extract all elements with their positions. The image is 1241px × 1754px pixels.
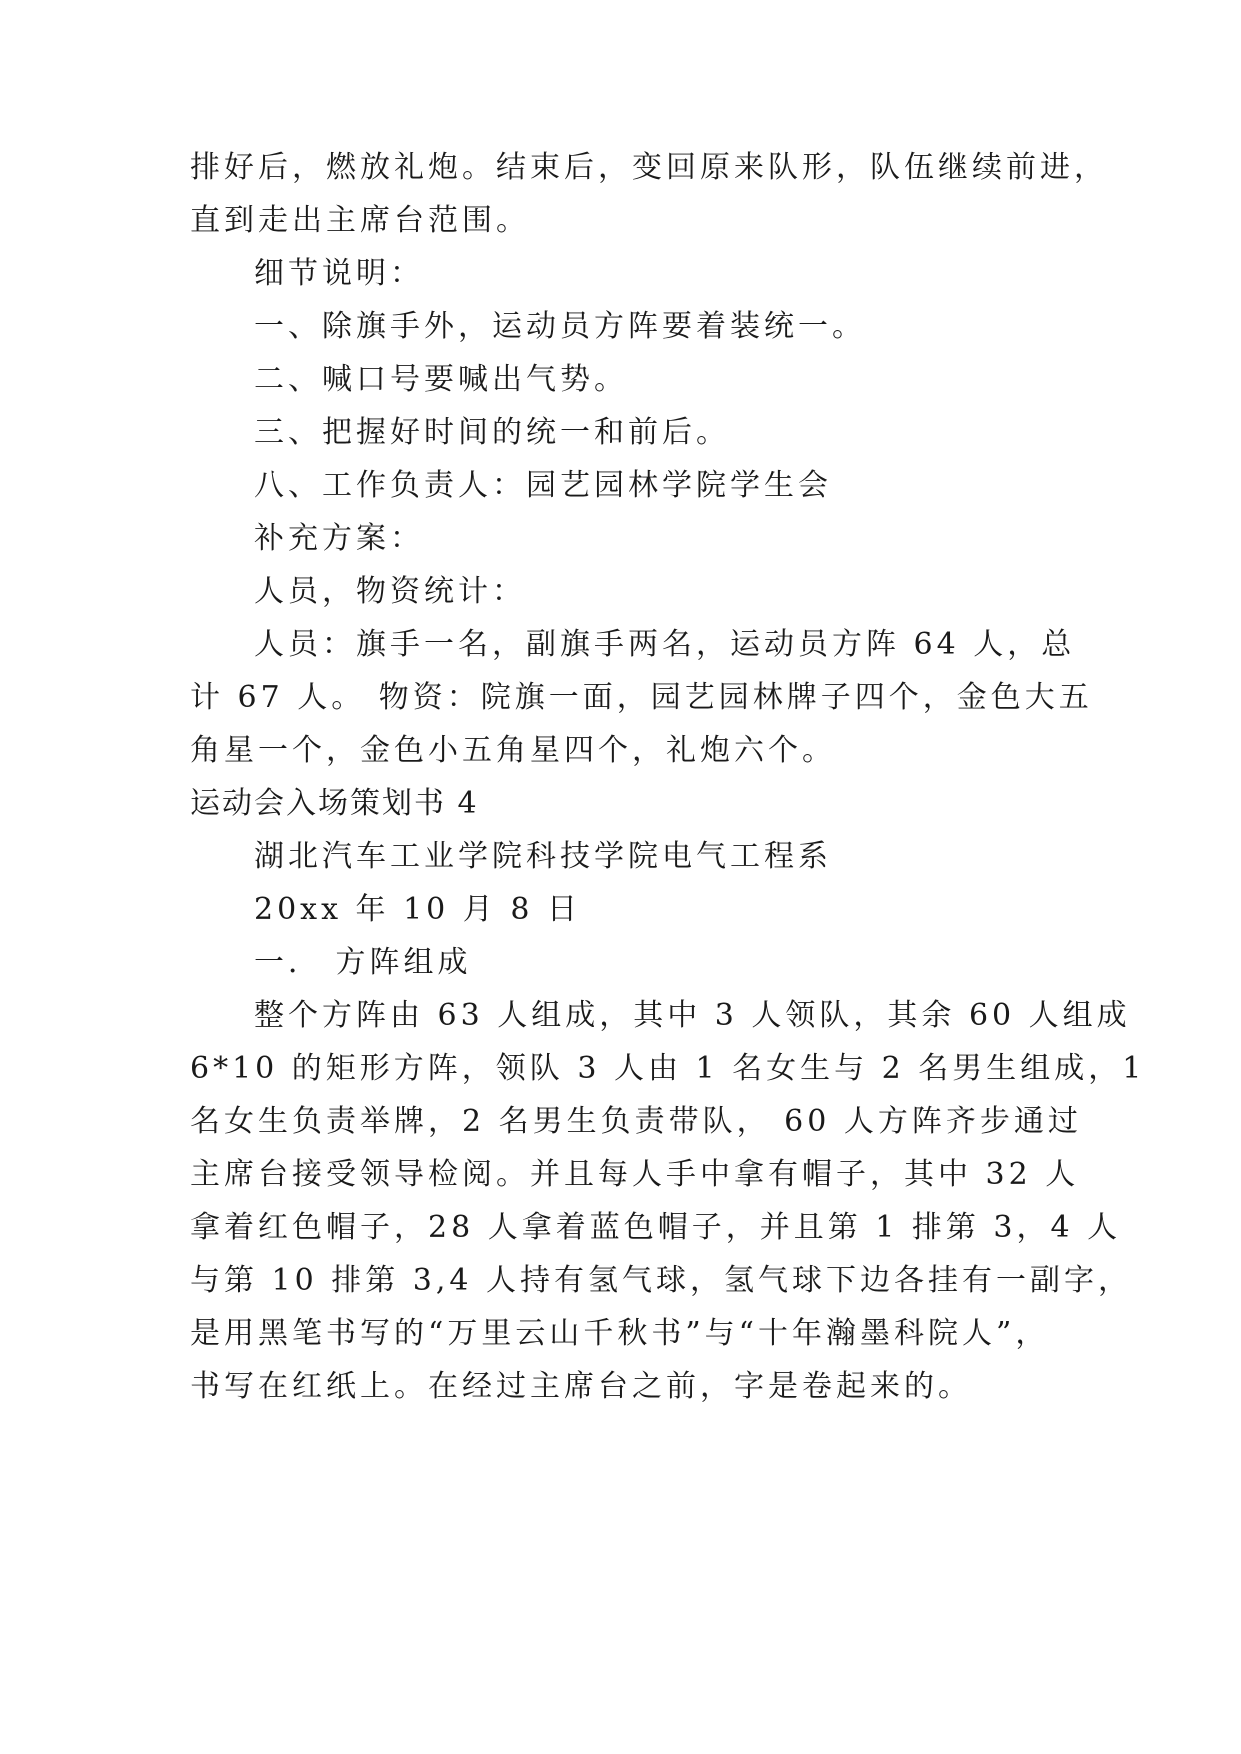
- body-text-line: 与第 10 排第 3,4 人持有氢气球，氢气球下边各挂有一副字，: [190, 1263, 1133, 1298]
- section-heading: 运动会入场策划书 4: [190, 786, 479, 821]
- section-label: 补充方案：: [254, 521, 424, 556]
- list-item: 一、除旗手外，运动员方阵要着装统一。: [254, 309, 866, 344]
- body-text-line: 书写在红纸上。在经过主席台之前，字是卷起来的。: [190, 1369, 972, 1404]
- body-text-line: 计 67 人。 物资：院旗一面，园艺园林牌子四个，金色大五: [190, 680, 1093, 715]
- body-text-line: 是用黑笔书写的“万里云山千秋书”与“十年瀚墨科院人”，: [190, 1316, 1050, 1351]
- date-line: 20xx 年 10 月 8 日: [254, 892, 581, 927]
- body-text-line: 主席台接受领导检阅。并且每人手中拿有帽子，其中 32 人: [190, 1157, 1080, 1192]
- list-item: 八、工作负责人：园艺园林学院学生会: [254, 468, 832, 503]
- body-text-line: 角星一个，金色小五角星四个，礼炮六个。: [190, 733, 836, 768]
- section-label: 细节说明：: [254, 256, 424, 291]
- body-text-line: 人员：旗手一名，副旗手两名，运动员方阵 64 人，总: [254, 627, 1076, 662]
- body-text-line: 拿着红色帽子，28 人拿着蓝色帽子，并且第 1 排第 3，4 人: [190, 1210, 1122, 1245]
- body-text-line: 整个方阵由 63 人组成，其中 3 人领队，其余 60 人组成: [254, 998, 1131, 1033]
- body-text-line: 排好后，燃放礼炮。结束后，变回原来队形，队伍继续前进，: [190, 150, 1108, 185]
- body-text-line: 6*10 的矩形方阵，领队 3 人由 1 名女生与 2 名男生组成，1: [190, 1051, 1146, 1086]
- body-text-line: 直到走出主席台范围。: [190, 203, 530, 238]
- subsection-heading: 一． 方阵组成: [254, 945, 472, 980]
- section-label: 人员，物资统计：: [254, 574, 526, 609]
- list-item: 二、喊口号要喊出气势。: [254, 362, 628, 397]
- list-item: 三、把握好时间的统一和前后。: [254, 415, 730, 450]
- body-text-line: 名女生负责举牌，2 名男生负责带队， 60 人方阵齐步通过: [190, 1104, 1082, 1139]
- organization-line: 湖北汽车工业学院科技学院电气工程系: [254, 839, 832, 874]
